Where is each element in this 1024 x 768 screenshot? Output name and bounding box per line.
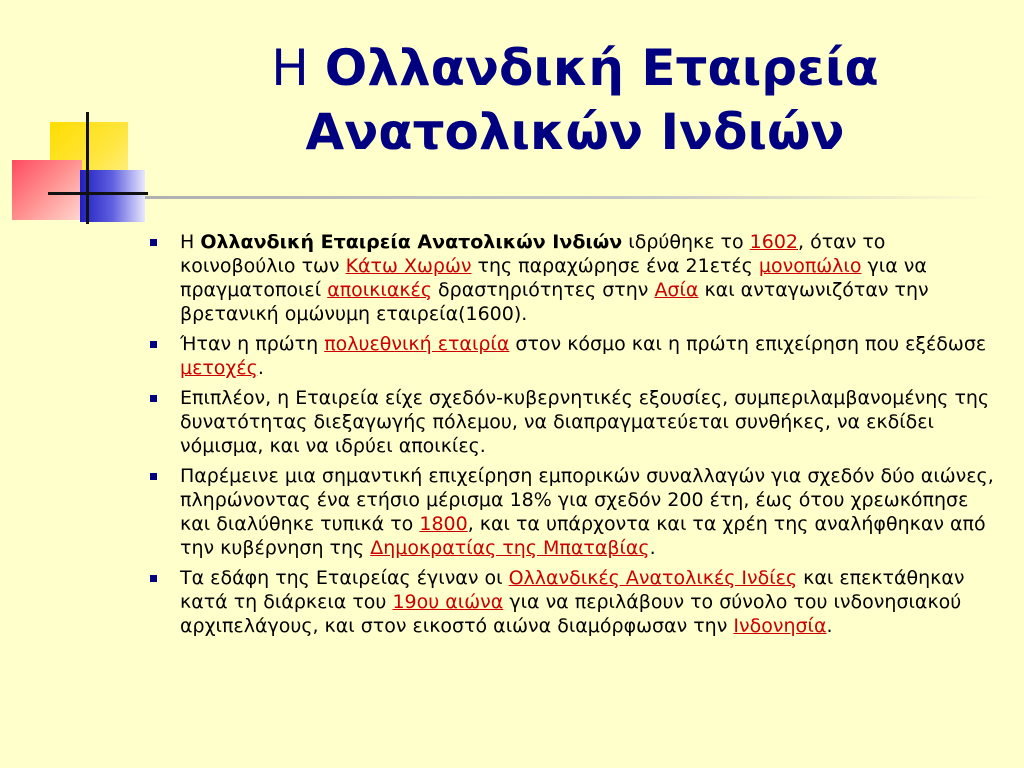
bold-company-name: Ολλανδική Εταιρεία Ανατολικών Ινδιών [200,231,623,253]
content-area [150,230,1000,644]
link-monopolio[interactable]: μονοπώλιο [758,255,862,277]
text-segment: και επεκτάθηκαν κατά τη διάρκεια του [180,567,965,613]
text-segment: Τα εδάφη της Εταιρείας έγιναν οι [180,567,509,589]
text-segment: δραστηριότητες στην [431,279,655,301]
decorative-blue-square [80,170,145,222]
text-segment: , όταν το κοινοβούλιο των [180,231,886,277]
text-segment: , και τα υπάρχοντα και τα χρέη της αναλήφθηκαν από την κυβέρνηση της [180,513,986,559]
text-segment: στον κόσμο και η πρώτη επιχείρηση που εξέδωσε [509,333,987,355]
text-segment: . [257,357,264,379]
bullet-square-icon [150,239,157,246]
link-polyethniki-etairia[interactable]: πολυεθνική εταιρία [324,333,510,355]
decorative-horizontal-line [48,192,148,195]
bullet-list [150,230,1000,638]
text-segment: Παρέμεινε μια σημαντική επιχείρηση εμπορικών συναλλαγών για σχεδόν δύο αιώνες, πληρώνοντας ένα ετήσιο μέρισμα 18% για σχεδόν 200 έτη, έως ότου χρεωκόπησε και διαλύθηκε τυπικά το [180,465,994,535]
decorative-vertical-line [86,112,89,224]
text-segment: για να περιλάβουν το σύνολο του ινδονησιακού αρχιπελάγους, και στον εικοστό αιώνα διαμόρφωσαν την [180,591,962,637]
title-main-1: Ολλανδική Εταιρεία [324,39,879,97]
text-segment: . [649,537,656,559]
bullet-square-icon [150,341,157,348]
link-metoches[interactable]: μετοχές [180,357,258,379]
text-segment: Η [180,231,201,253]
text-segment: . [826,615,833,637]
bullet-square-icon [150,473,157,480]
bullet-item-3 [150,386,1000,458]
link-kato-choron[interactable]: Κάτω Χωρών [345,255,472,277]
link-apoikiakes[interactable]: αποικιακές [327,279,432,301]
text-segment: και ανταγωνιζόταν την βρετανική ομώνυμη εταιρεία(1600). [180,279,929,325]
link-ollandikes-anatolikes-indies[interactable]: Ολλανδικές Ανατολικές Ινδίες [508,567,798,589]
link-indonisia[interactable]: Ινδονησία [733,615,827,637]
decorative-red-square [12,160,82,220]
bullet-item-2 [150,332,1000,380]
title-line-2: Ανατολικών Ινδιών [305,103,845,161]
link-dimokratia-mpatavias[interactable]: Δημοκρατίας της Μπαταβίας [370,537,650,559]
text-segment: Επιπλέον, η Εταιρεία είχε σχεδόν-κυβερνητικές εξουσίες, συμπεριλαμβανομένης της δυνατότητας διεξαγωγής πόλεμου, να διαπραγματεύεται συνθήκες, να εκδίδει νόμισμα, και να ιδρύει αποικίες. [180,387,990,457]
slide-title [150,36,1000,164]
link-asia[interactable]: Ασία [654,279,699,301]
bullet-item-4 [150,464,1000,560]
text-segment: ιδρύθηκε το [622,231,750,253]
text-segment: για να πραγματοποιεί [180,255,927,301]
bullet-item-5 [150,566,1000,638]
link-19ou-aiona[interactable]: 19ου αιώνα [392,591,504,613]
title-line-1 [150,36,1000,100]
text-segment: Ήταν η πρώτη [180,333,325,355]
bullet-square-icon [150,575,157,582]
bullet-item-1 [150,230,1000,326]
title-divider [145,196,1000,199]
link-1800[interactable]: 1800 [419,513,468,535]
bullet-square-icon [150,395,157,402]
title-prefix: Η [271,39,309,97]
text-segment: της παραχώρησε ένα 21ετές [471,255,759,277]
link-1602[interactable]: 1602 [749,231,799,253]
